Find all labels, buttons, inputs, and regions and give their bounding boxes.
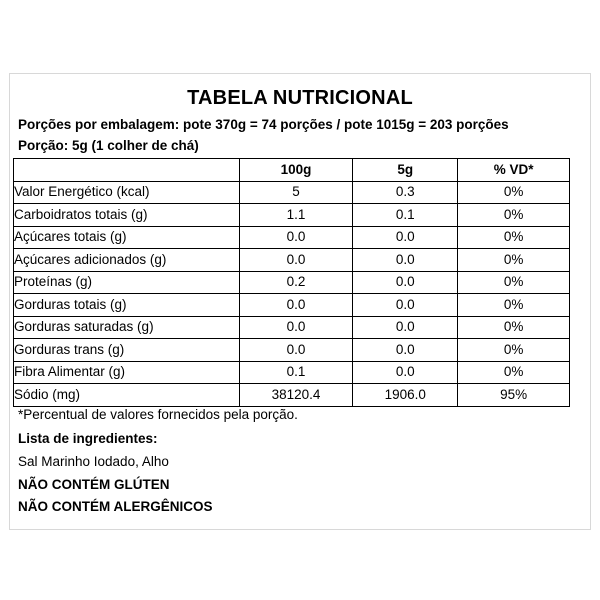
nutrient-label: Gorduras trans (g) <box>14 339 240 362</box>
header-100g: 100g <box>239 159 353 182</box>
table-row <box>14 181 570 204</box>
table-row <box>14 271 570 294</box>
serving-size: Porção: 5g (1 colher de chá) <box>18 138 199 153</box>
value-vd: 0% <box>458 226 570 249</box>
value-vd: 0% <box>458 181 570 204</box>
value-100g: 5 <box>239 181 353 204</box>
header-5g: 5g <box>353 159 458 182</box>
value-5g: 0.0 <box>353 226 458 249</box>
value-vd: 0% <box>458 249 570 272</box>
table-row <box>14 204 570 227</box>
table-row <box>14 226 570 249</box>
nutrient-label: Carboidratos totais (g) <box>14 204 240 227</box>
value-5g: 0.0 <box>353 361 458 384</box>
value-100g: 1.1 <box>239 204 353 227</box>
value-100g: 0.0 <box>239 249 353 272</box>
label-title: TABELA NUTRICIONAL <box>187 87 413 109</box>
value-5g: 0.0 <box>353 294 458 317</box>
allergen-notice: NÃO CONTÉM ALERGÊNICOS <box>18 499 213 514</box>
value-5g: 0.0 <box>353 316 458 339</box>
value-vd: 0% <box>458 271 570 294</box>
value-vd: 0% <box>458 339 570 362</box>
gluten-notice: NÃO CONTÉM GLÚTEN <box>18 477 170 492</box>
nutrient-label: Sódio (mg) <box>14 384 240 407</box>
value-vd: 0% <box>458 361 570 384</box>
nutrient-label: Gorduras totais (g) <box>14 294 240 317</box>
value-100g: 0.2 <box>239 271 353 294</box>
table-row <box>14 361 570 384</box>
table-header-row <box>14 159 570 182</box>
value-100g: 0.0 <box>239 294 353 317</box>
header-nutrient <box>14 159 240 182</box>
value-5g: 1906.0 <box>353 384 458 407</box>
table-row <box>14 294 570 317</box>
value-100g: 38120.4 <box>239 384 353 407</box>
nutrient-label: Gorduras saturadas (g) <box>14 316 240 339</box>
table-row <box>14 249 570 272</box>
value-100g: 0.0 <box>239 339 353 362</box>
ingredients-heading: Lista de ingredientes: <box>18 431 158 446</box>
nutrient-label: Fibra Alimentar (g) <box>14 361 240 384</box>
value-vd: 95% <box>458 384 570 407</box>
value-100g: 0.1 <box>239 361 353 384</box>
vd-footnote: *Percentual de valores fornecidos pela porção. <box>18 407 298 422</box>
value-vd: 0% <box>458 204 570 227</box>
table-row <box>14 339 570 362</box>
table-row <box>14 384 570 407</box>
servings-per-package: Porções por embalagem: pote 370g = 74 porções / pote 1015g = 203 porções <box>18 117 509 132</box>
nutrient-label: Proteínas (g) <box>14 271 240 294</box>
value-5g: 0.3 <box>353 181 458 204</box>
nutrient-label: Açúcares adicionados (g) <box>14 249 240 272</box>
value-5g: 0.0 <box>353 339 458 362</box>
header-vd: % VD* <box>458 159 570 182</box>
ingredients-list: Sal Marinho Iodado, Alho <box>18 454 169 469</box>
value-5g: 0.0 <box>353 271 458 294</box>
value-vd: 0% <box>458 294 570 317</box>
nutrition-table <box>13 158 570 407</box>
value-5g: 0.0 <box>353 249 458 272</box>
value-vd: 0% <box>458 316 570 339</box>
nutrient-label: Valor Energético (kcal) <box>14 181 240 204</box>
value-100g: 0.0 <box>239 316 353 339</box>
value-100g: 0.0 <box>239 226 353 249</box>
value-5g: 0.1 <box>353 204 458 227</box>
nutrient-label: Açúcares totais (g) <box>14 226 240 249</box>
table-row <box>14 316 570 339</box>
